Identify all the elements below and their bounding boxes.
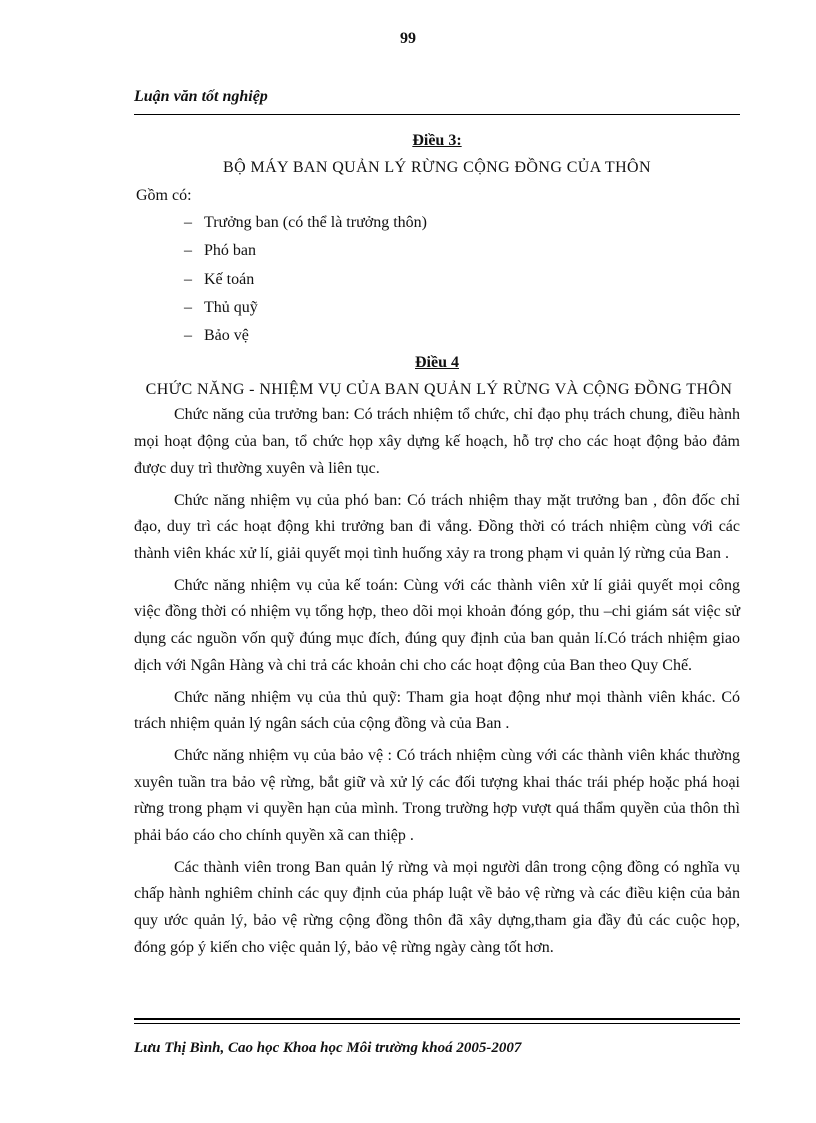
list-item <box>184 266 740 294</box>
article-4-title: Điều 4 <box>415 354 459 372</box>
member-list <box>134 209 740 350</box>
paragraph: Chức năng nhiệm vụ của kế toán: Cùng với các thành viên xử lí giải quyết mọi công việc đồng thời có nhiệm vụ tổng hợp, theo dõi mọi khoản đóng góp, thu –chi giám sát việc sử dụng các nguồn vốn quỹ đúng mục đích, đúng quy định của ban quản lí.Có trách nhiệm giao dịch với Ngân Hàng và chi trả các khoản chi cho các hoạt động của Ban theo Quy Chế. <box>134 576 740 674</box>
header-divider <box>134 114 740 115</box>
dash-bullet: – <box>184 270 192 288</box>
paragraph: Chức năng nhiệm vụ của bảo vệ : Có trách nhiệm cùng với các thành viên khác thường xuyên tuần tra bảo vệ rừng, bắt giữ và xử lý các đối tượng khai thác trái phép hoặc phá hoại rừng trong phạm vi quyền hạn của mình. Trong trường hợp vượt quá thẩm quyền của thôn thì phải báo cáo cho chính quyền xã can thiệp . <box>134 746 740 845</box>
list-item <box>184 237 740 265</box>
article-3-heading: BỘ MÁY BAN QUẢN LÝ RỪNG CỘNG ĐỒNG CỦA THÔN <box>223 159 651 176</box>
member-label: Phó ban <box>204 242 256 260</box>
list-item <box>184 209 740 237</box>
running-footer: Lưu Thị Bình, Cao học Khoa học Môi trường khoá 2005-2007 <box>134 1040 522 1056</box>
dash-bullet: – <box>184 298 192 316</box>
article-3-intro: Gồm có: <box>136 187 192 204</box>
list-item <box>184 322 740 350</box>
dash-bullet: – <box>184 214 192 231</box>
footer-divider <box>134 1018 740 1024</box>
dash-bullet: – <box>184 327 192 345</box>
article-4-heading: CHỨC NĂNG - NHIỆM VỤ CỦA BAN QUẢN LÝ RỪNG VÀ CỘNG ĐỒNG THÔN <box>145 381 733 399</box>
member-label: Bảo vệ <box>204 327 249 345</box>
paragraph: Chức năng nhiệm vụ của phó ban: Có trách nhiệm thay mặt trưởng ban , đôn đốc chỉ đạo, duy trì các hoạt động khi trưởng ban đi vắng. Đồng thời có trách nhiệm cùng với các thành viên khác xử lí, giải quyết mọi tình huống xảy ra trong phạm vi quản lý rừng của Ban . <box>134 491 740 562</box>
paragraph: Chức năng nhiệm vụ của thủ quỹ: Tham gia hoạt động như mọi thành viên khác. Có trách nhiệm quản lý ngân sách của cộng đồng và của Ban . <box>134 688 740 733</box>
page-number: 99 <box>400 30 416 47</box>
member-label: Thủ quỹ <box>204 298 258 316</box>
list-item <box>184 294 740 322</box>
member-label: Kế toán <box>204 270 255 288</box>
dash-bullet: – <box>184 242 192 260</box>
article-3-title: Điều 3: <box>412 132 462 149</box>
paragraph: Các thành viên trong Ban quản lý rừng và mọi người dân trong cộng đồng có nghĩa vụ chấp hành nghiêm chỉnh các quy định của pháp luật về bảo vệ rừng và các điều kiện của bản quy ước quản lý, bảo vệ rừng cộng đồng thôn đã xây dựng,tham gia đầy đủ các cuộc họp, đóng góp ý kiến cho việc quản lý, bảo vệ rừng ngày càng tốt hơn. <box>134 858 740 956</box>
member-label: Trưởng ban (có thể là trưởng thôn) <box>204 214 427 231</box>
paragraph: Chức năng của trưởng ban: Có trách nhiệm tổ chức, chỉ đạo phụ trách chung, điều hành mọi hoạt động của ban, tổ chức họp xây dựng kế hoạch, hỗ trợ cho các hoạt động bảo đảm được duy trì thường xuyên và liên tục. <box>134 406 740 477</box>
page-body <box>134 130 740 967</box>
running-header: Luận văn tốt nghiệp <box>134 88 268 105</box>
